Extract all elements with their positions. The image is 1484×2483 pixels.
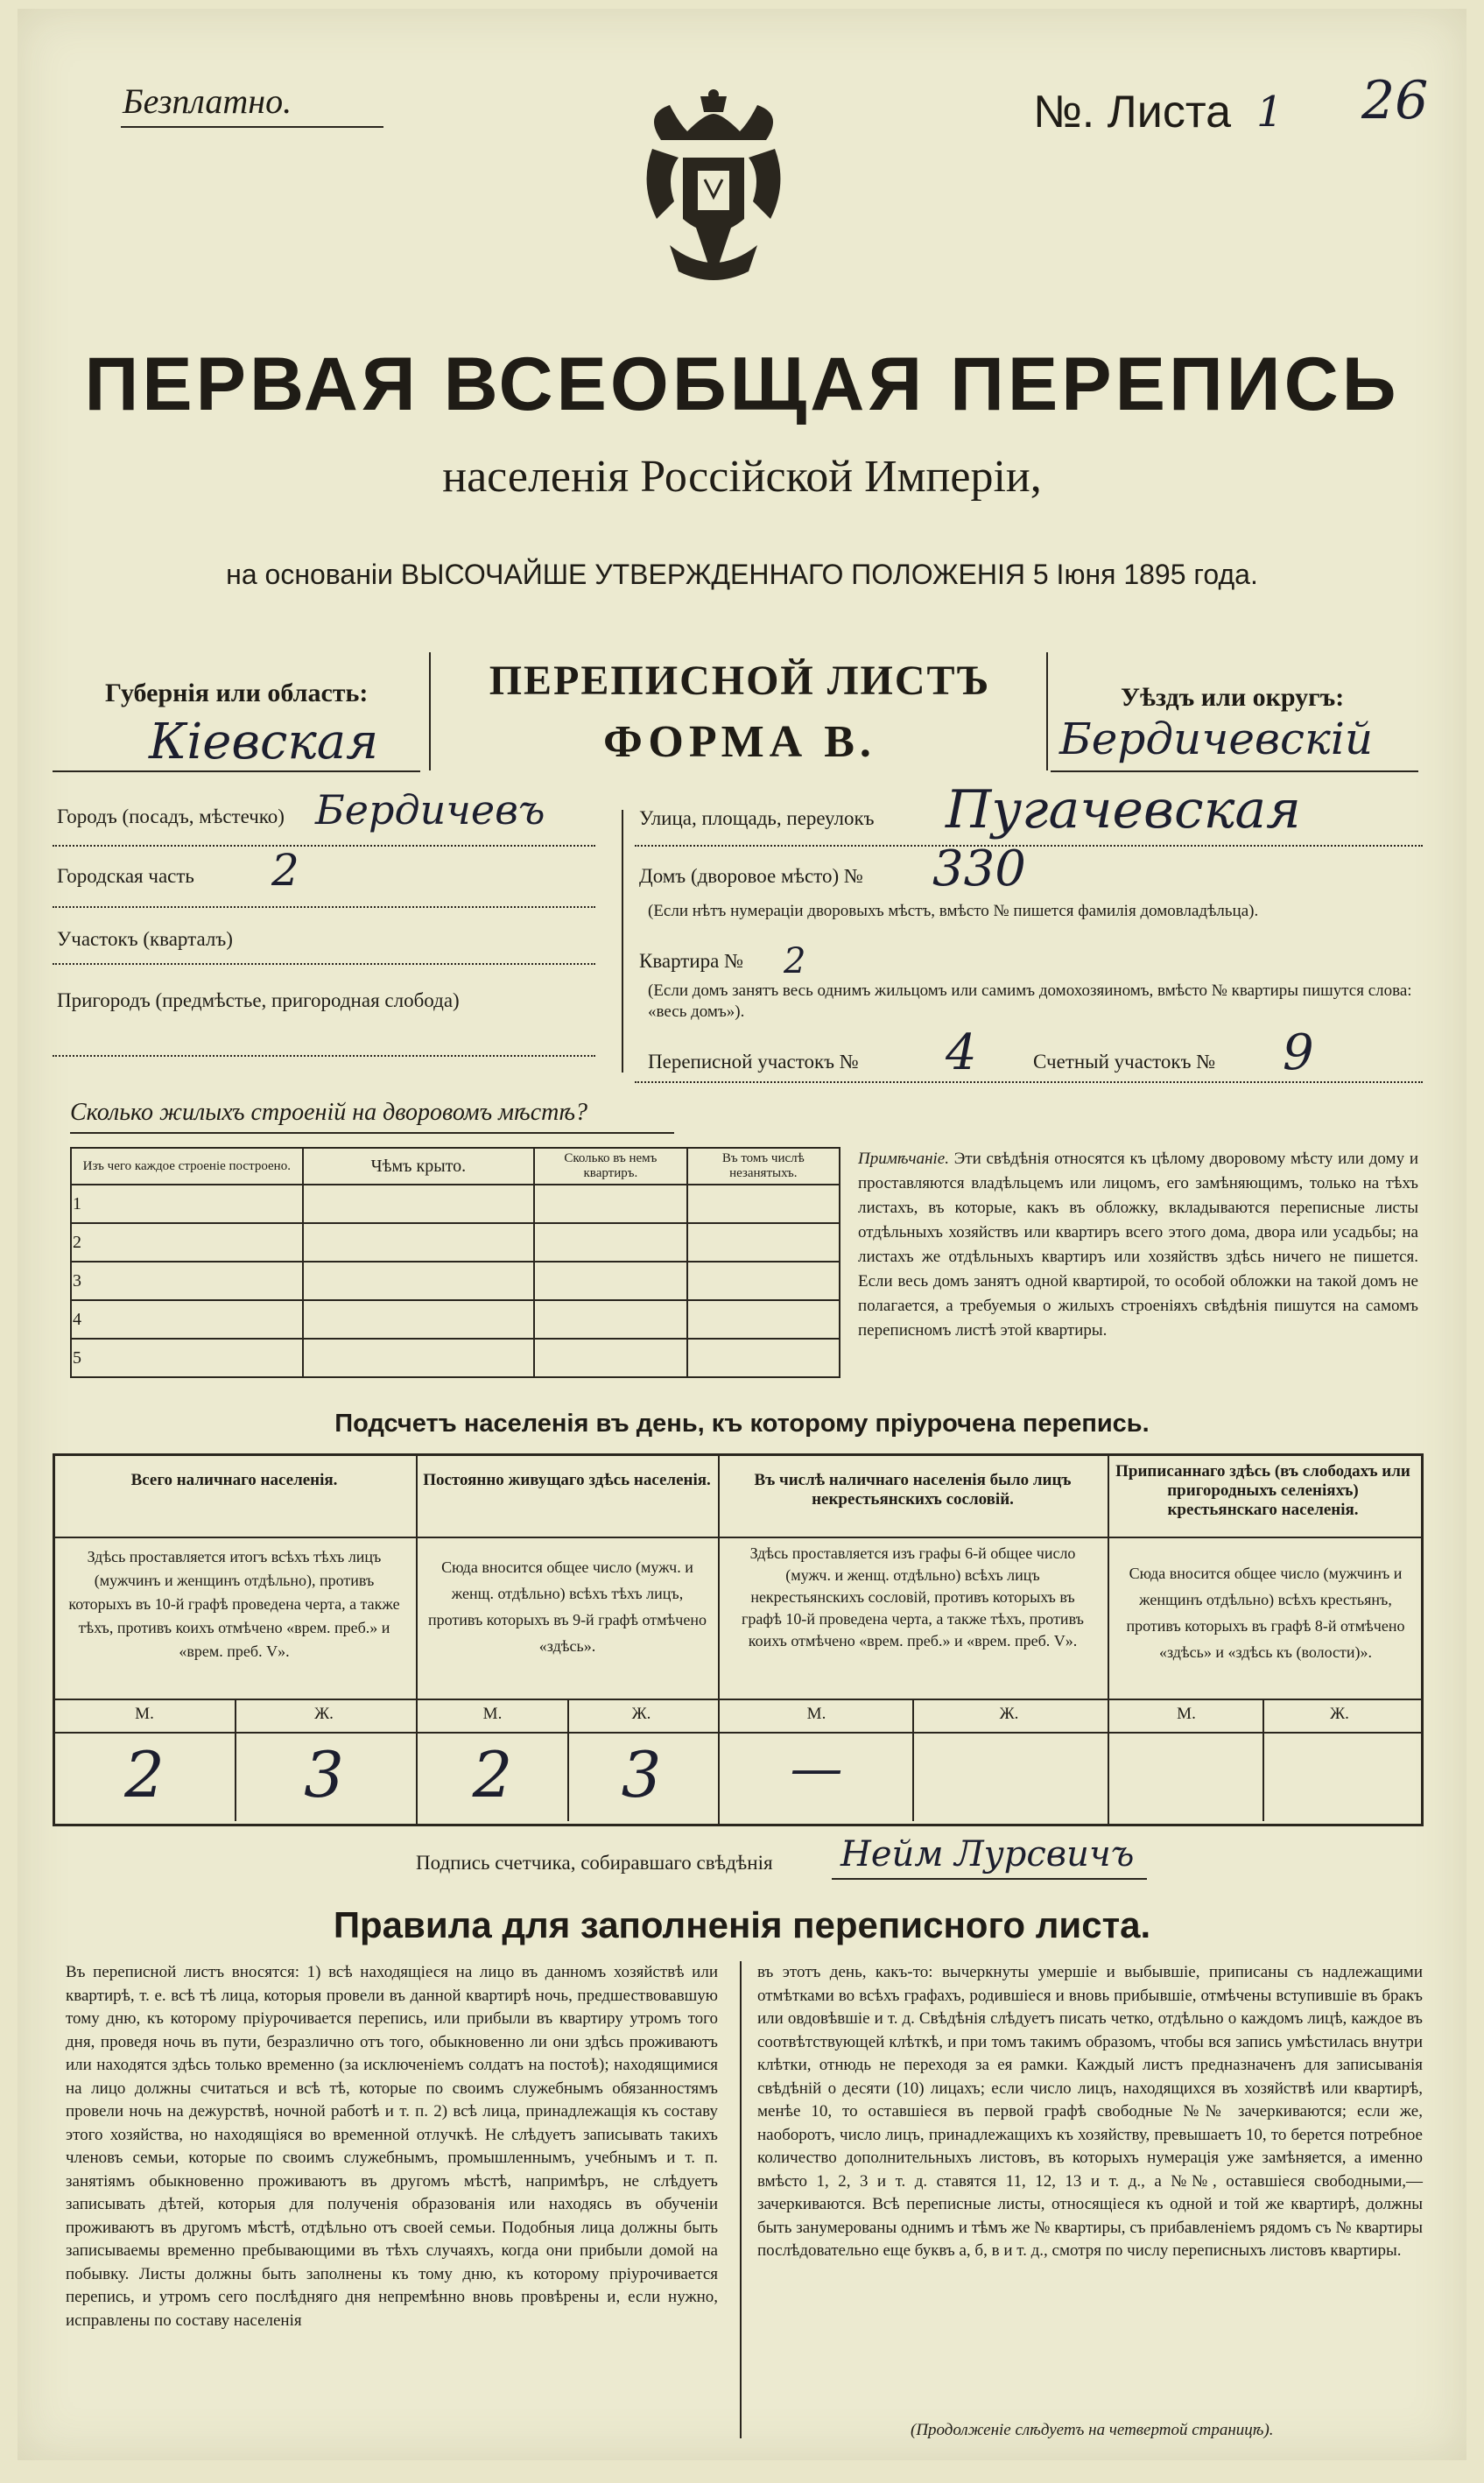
sheet-number-label: №. Листа: [1033, 87, 1232, 137]
count-col1-f-value: 3: [304, 1738, 344, 1811]
buildings-note: [858, 1147, 1418, 1343]
buildings-row-number: 1: [71, 1185, 303, 1223]
count-col1-f-label: Ж.: [314, 1705, 334, 1723]
count-col1-head: Всего наличнаго населенія.: [130, 1471, 338, 1489]
count-col4-m-label: М.: [1177, 1705, 1196, 1723]
count-col2-m-label: М.: [482, 1705, 503, 1723]
street-label: Улица, площадь, переулокъ: [639, 807, 875, 829]
uchastok-label: Участокъ (кварталъ): [57, 928, 233, 950]
count-col1-m-value: 2: [124, 1738, 165, 1811]
rules-right-column: въ этотъ день, какъ-то: вычеркнуты умершіе и выбывшіе, приписаны съ надлежащими отмѣтками во всѣхъ графахъ, родившіеся и вновь прибывшіе, отмѣчены вступившіе въ бракъ или овдовѣвшіе и т. д. Свѣдѣнія слѣдуетъ писать четко, отдѣльно о каждомъ лицѣ, каждое въ соотвѣтствующей клѣткѣ, и при томъ такимъ образомъ, чтобы вся запись умѣстилась внутри клѣтки, отнюдь не переходя за ея рамки. Каждый листъ предназначенъ для записыванія свѣдѣній о десяти (10) лицахъ; если число лицъ, находящихся въ хозяйствѣ или квартирѣ, менѣе 10, то оставшіеся въ первой графѣ свободные №№ зачеркиваются; если же, наоборотъ, число лицъ, принадлежащихъ къ хозяйству, превышаетъ 10, то берется потребное количество дополнительныхъ листовъ, въ которыхъ нумерація уже замѣняется, а именно вмѣсто 1, 2, 3 и т. д. ставятся 11, 12, 13 и т. д., а №№, оставшіеся свободными,—зачеркиваются. Всѣ переписные листы, относящіеся къ одной и той же квартирѣ, должны быть занумерованы однимъ и тѣмъ же № квартиры, съ прибавленіемъ рядомъ съ № квартиры послѣдовательно еще буквъ а, б, в и т. д., смотря по числу переписныхъ листовъ квартиры.: [757, 1963, 1423, 2260]
signature-label: Подпись счетчика, собиравшаго свѣдѣнія: [416, 1852, 773, 1874]
count-col1-desc: Здѣсь проставляется итогъ всѣхъ тѣхъ лицъ (мужчинъ и женщинъ отдѣльно), противъ которыхъ въ 10-й графѣ проведена черта, а также тѣхъ, противъ коихъ отмѣчено «врем. преб.» и «врем. преб. V».: [68, 1548, 400, 1660]
buildings-question: Сколько жилыхъ строеній на дворовомъ мѣстѣ?: [70, 1099, 588, 1126]
city-value: Бердичевъ: [315, 786, 545, 834]
count-col1-m-label: М.: [135, 1705, 154, 1723]
count-col3-m-value: —: [790, 1738, 843, 1799]
document-subtitle: населенія Россійской Имперіи,: [442, 452, 1042, 502]
apartment-note: (Если домъ занятъ весь однимъ жильцомъ или самимъ домохозяиномъ, вмѣсто № квартиры пишутся слова: «весь домъ»).: [648, 981, 1412, 1021]
buildings-header-material: Изъ чего каждое строеніе построено.: [71, 1148, 303, 1185]
sheet-number-right: 26: [1361, 70, 1429, 131]
buildings-note-text: Эти свѣдѣнія относятся къ цѣлому дворовому мѣсту или дому и проставляются владѣльцемъ или лицомъ, его замѣняющимъ, только на тѣхъ листахъ, въ которые, какъ въ обложку, вкладываются переписные листы отдѣльныхъ хозяйствъ или квартиръ всего этого дома, двора или усадьбы; на листахъ же отдѣльныхъ квартиръ или хозяйствъ здѣсь ничего не пишется. Если весь домъ занятъ одной квартирой, то особой обложки на такой домъ не полагается, а требуемыя о жилыхъ строеніяхъ свѣдѣнія пишутся на самомъ переписномъ листѣ этой квартиры.: [858, 1150, 1419, 1340]
uezd-value: Бердичевскій: [1059, 714, 1374, 764]
document-basis: на основаніи ВЫСОЧАЙШЕ УТВЕРЖДЕННАГО ПОЛОЖЕНІЯ 5 Іюня 1895 года.: [226, 559, 1258, 590]
census-area-label: Переписной участокъ №: [648, 1051, 859, 1073]
city-part-value: 2: [271, 845, 299, 896]
buildings-row-number: 2: [71, 1223, 303, 1262]
buildings-header-apartments: Сколько въ немъ квартиръ.: [534, 1148, 686, 1185]
form-name: ФОРМА В.: [603, 717, 876, 767]
buildings-note-title: Примѣчаніе.: [858, 1150, 949, 1168]
count-col3-f-label: Ж.: [999, 1705, 1019, 1723]
street-value: Пугачевская: [946, 779, 1301, 841]
count-col4-desc: Сюда вносится общее число (мужчинъ и женщинъ отдѣльно) всѣхъ крестьянъ, противъ которыхъ въ графѣ 8-й отмѣчено «здѣсь» и «здѣсь къ (волости)».: [1126, 1565, 1405, 1661]
house-value: 330: [932, 841, 1026, 897]
double-headed-eagle-emblem: [635, 88, 792, 298]
count-col4-f-label: Ж.: [1330, 1705, 1349, 1723]
buildings-row-number: 5: [71, 1339, 303, 1377]
gubernia-label: Губернія или область:: [105, 679, 369, 707]
buildings-header-vacant: Въ томъ числѣ незанятыхъ.: [687, 1148, 840, 1185]
free-label: Безплатно.: [123, 81, 292, 121]
count-area-value: 9: [1283, 1024, 1314, 1081]
apartment-label: Квартира №: [639, 950, 744, 972]
rules-left-column: Въ переписной листъ вносятся: 1) всѣ находящіеся на лицо въ данномъ хозяйствѣ или квартирѣ, т. е. всѣ тѣ лица, которыя провели въ данной квартирѣ ночь, предшествовавшую тому дню, къ которому пріурочивается перепись, или прибыли въ квартиру утромъ того дня, проведя ночь въ пути, безразлично отъ того, обыкновенно ли они здѣсь проживаютъ или находятся здѣсь только временно (за исключеніемъ солдатъ на постоѣ); находящимися на лицо должны считаться и всѣ тѣ, которые по своимъ служебнымъ обязанностямъ провели ночь на дежурствѣ, ночной работѣ и т. п. 2) всѣ лица, принадлежащія къ составу этого хозяйства, но находящіяся во временной отлучкѣ. Не слѣдуетъ записывать такихъ членовъ семьи, которые по своимъ служебнымъ, промышленнымъ, учебнымъ и т. п. занятіямъ обыкновенно проживаютъ въ другомъ мѣстѣ, напримѣръ, не слѣдуетъ записывать дѣтей, которыя для полученія образованія или находясь въ обученіи проживаютъ въ другомъ мѣстѣ, отдѣльно отъ своей семьи. Подобныя лица должны быть записываемы временно пребывающими въ тѣхъ случаяхъ, когда они прибыли домой на побывку. Листы должны быть заполнены къ тому дню, къ которому пріурочивается перепись, и утромъ сего послѣдняго дня непремѣнно вновь провѣрены и, если нужно, исправлены по составу населенія: [66, 1963, 718, 2330]
prigorod-label: Пригородъ (предмѣстье, пригородная слобода): [57, 989, 460, 1011]
uezd-label: Уѣздъ или округъ:: [1121, 683, 1345, 712]
rules-title: Правила для заполненія переписного листа.: [333, 1904, 1151, 1945]
sheet-number-value: 1: [1256, 88, 1284, 137]
form-heading: ПЕРЕПИСНОЙ ЛИСТЪ: [489, 658, 991, 704]
count-col2-f-label: Ж.: [631, 1705, 651, 1723]
count-col2-desc: Сюда вносится общее число (мужч. и женщ. отдѣльно) всѣхъ тѣхъ лицъ, противъ которыхъ въ 9-й графѣ отмѣчено «здѣсь».: [428, 1558, 707, 1655]
count-col3-desc: Здѣсь проставляется изъ графы 6-й общее число (мужч. и женщ. отдѣльно) всѣхъ лицъ некрестьянскихъ сословій, противъ которыхъ въ графѣ 10-й проведена черта, а также тѣхъ, противъ коихъ отмѣчено «врем. преб.» и «врем. преб. V».: [742, 1544, 1084, 1649]
count-col2-m-value: 2: [472, 1738, 513, 1811]
count-col2-f-value: 3: [621, 1738, 662, 1811]
apartment-value: 2: [784, 941, 806, 981]
house-note: (Если нѣтъ нумераціи дворовыхъ мѣстъ, вмѣсто № пишется фамилія домовладѣльца).: [648, 902, 1259, 920]
count-col3-head: Въ числѣ наличнаго населенія было лицъ некрестьянскихъ сословій.: [754, 1471, 1072, 1509]
count-area-label: Счетный участокъ №: [1033, 1051, 1216, 1073]
buildings-header-roof: Чѣмъ крыто.: [303, 1148, 535, 1185]
count-col2-head: Постоянно живущаго здѣсь населенія.: [423, 1471, 711, 1489]
document-title: ПЕРВАЯ ВСЕОБЩАЯ ПЕРЕПИСЬ: [84, 342, 1400, 426]
count-col4-head: Приписаннаго здѣсь (въ слободахъ или пригородныхъ селеніяхъ) крестьянскаго населенія.: [1115, 1462, 1410, 1519]
house-label: Домъ (дворовое мѣсто) №: [639, 865, 863, 887]
count-col3-m-label: М.: [806, 1705, 826, 1723]
census-sheet: [18, 9, 1466, 2460]
buildings-table: [70, 1147, 840, 1378]
city-label: Городъ (посадъ, мѣстечко): [57, 805, 285, 827]
buildings-row-number: 3: [71, 1262, 303, 1300]
buildings-row-number: 4: [71, 1300, 303, 1339]
census-area-value: 4: [946, 1024, 977, 1081]
count-title: Подсчетъ населенія въ день, къ которому пріурочена перепись.: [334, 1410, 1150, 1438]
city-part-label: Городская часть: [57, 865, 194, 887]
signature-value: Нейм Лурсвичъ: [840, 1834, 1135, 1875]
gubernia-value: Кіевская: [149, 714, 379, 770]
rules-continued: (Продолженіе слѣдуетъ на четвертой страницѣ).: [911, 2421, 1274, 2439]
